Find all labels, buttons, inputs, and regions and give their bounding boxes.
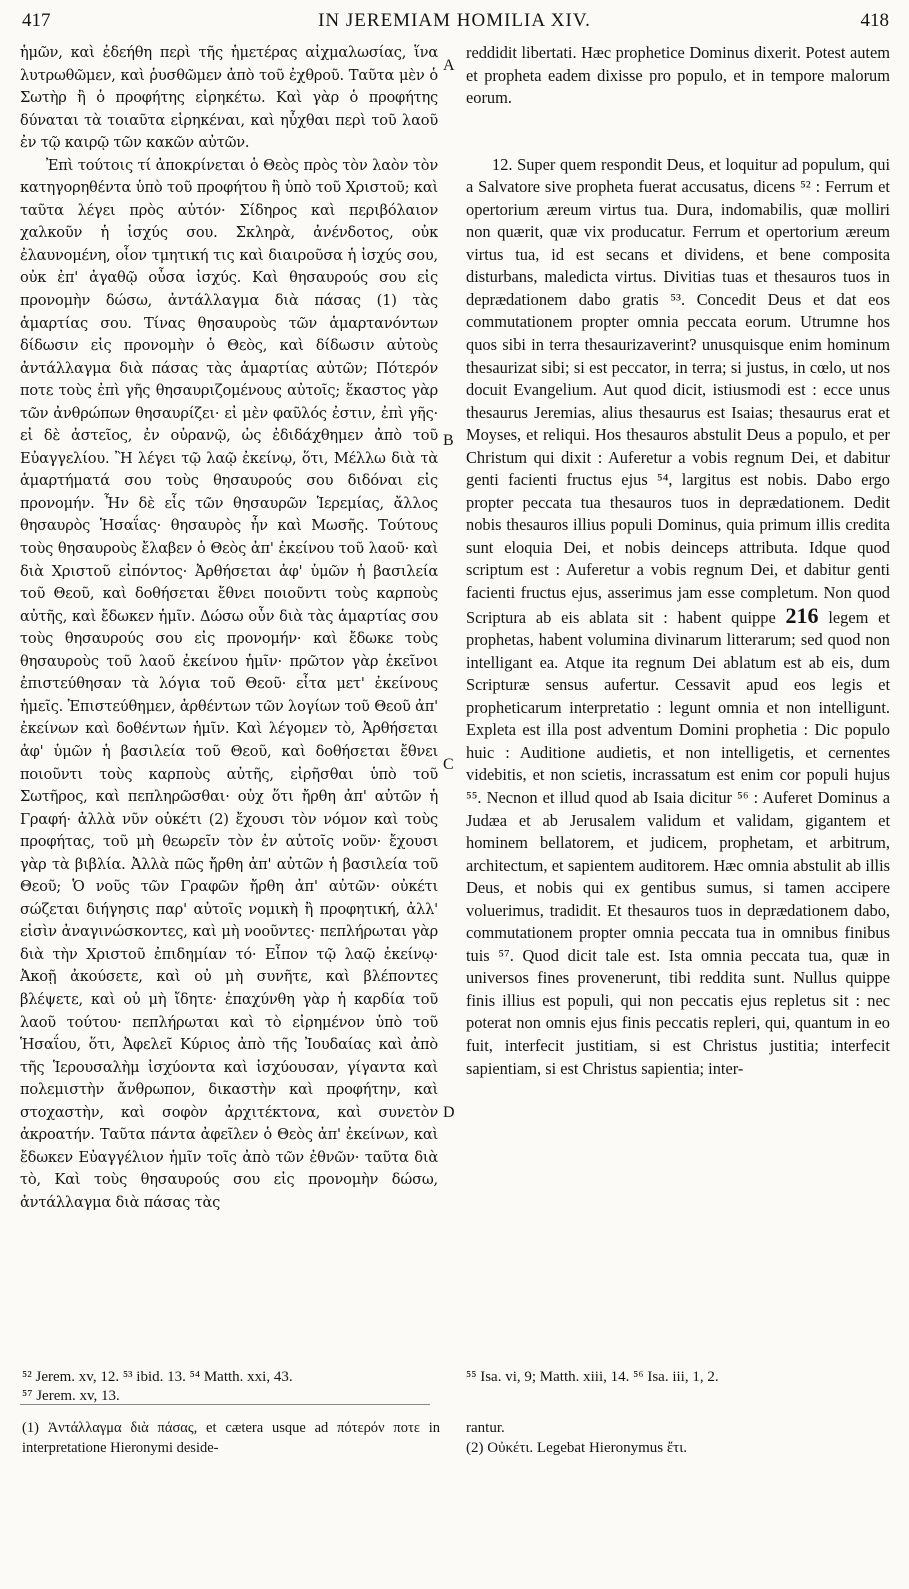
footnotes-right: ⁵⁵ Isa. vi, 9; Matth. xiii, 14. ⁵⁶ Isa. iii, 1, 2. — [466, 1369, 719, 1385]
page-number-left: 417 — [22, 10, 51, 31]
page-number-right: 418 — [860, 10, 889, 31]
margin-letter-b: B — [443, 432, 454, 449]
latin-paragraph-2b: legem et prophetas, habent volumina divinarum litterarum; sed quod non intelligant ea. Atque ita regnum Dei ablatum est ab eis, dum Scripturæ sensus aufertur. Cessavit apud eos legis et propheticarum interpretatio : legunt omnia et non intelligunt. Expleta est illa post adventum Domini prophetia : Dic populo huic : Auditione audietis, et non intelligetis, et cernentes videbitis, et non scietis, incrassatum est enim cor populi hujus ⁵⁵. Necnon et illud quod ab Isaia dicitur ⁵⁶ : Auferet Dominus a Judæa et ab Jerusalem validum et validam, gigantem et hominem bellatorem, et judicem, prophetam, et arbitrum, architectum, et sapientem auditorem. Hæc omnia abstulit ab illis Deus, et nobis qui ex gentibus sumus, si tamen accipere voluerimus, tradidit. Et thesauros tuos in deprædationem dabo, commutationem propter omnia peccata tua in omnibus finibus tuis ⁵⁷. Quod dicit tale est. Ista omnia peccata tua, quæ in universos fines provenerunt, tibi reddita sunt. Nullus quippe finis illius est populi, qui non peccatis ejus repletus sit : nec poterat non omnis ejus finis peccatis repleri, qui, quantum in eo fuit, interfecit justitiam, si est Christus justitia; interfecit sapientiam, si est Christus sapientia; inter- — [466, 607, 890, 1078]
column-reference-number: 216 — [785, 602, 819, 628]
latin-column — [466, 42, 890, 1360]
page-header — [0, 10, 909, 36]
note-right-continuation: rantur. — [466, 1420, 505, 1436]
note-left: (1) Ἀντάλλαγμα διὰ πάσας, et cætera usque ad πότερόν ποτε in interpretatione Hieronymi deside- — [22, 1420, 440, 1456]
note-right — [466, 1418, 890, 1458]
note-right-2: (2) Οὐκέτι. Legebat Hieronymus ἔτι. — [466, 1440, 687, 1456]
latin-paragraph-1: reddidit libertati. Hæc prophetice Dominus dixerit. Potest autem et propheta eadem dixisse pro populo, et in tempore malorum eorum. — [466, 43, 890, 108]
running-title: IN JEREMIAM HOMILIA XIV. — [318, 10, 591, 31]
margin-letter-c: C — [443, 756, 454, 773]
greek-column — [20, 42, 438, 1360]
latin-paragraph-2 — [466, 154, 890, 1080]
footnote-divider — [20, 1404, 430, 1405]
greek-paragraph-2: Ἐπὶ τούτοις τί ἀποκρίνεται ὁ Θεὸς πρὸς τὸν λαὸν τὸν κατηγορηθέντα ὑπὸ τοῦ προφήτου ἢ ὑπὸ τοῦ Χριστοῦ; καὶ ταῦτα λέγει πρὸς αὐτόν· Σίδηρος καὶ περιβόλαιον χαλκοῦν ἡ ἰσχύς σου. Σκληρὰ, ἀνένδοτος, οὐκ ἐλαυνομένη, οἷον τμητική τις καὶ διαιροῦσα ἡ ἰσχύς σου, οὐκ ἐπ' ἀγαθῷ οὖσα ἰσχύς. Καὶ θησαυρούς σου εἰς προνομὴν δώσω, ἀντάλλαγμα διὰ πάσας (1) τὰς ἁμαρτίας σου. Τίνας θησαυροὺς τῶν ἁμαρτανόντων δίδωσιν εἰς προνομὴν ὁ Θεὸς, καὶ δίδωσιν αὐτοὺς ἀντάλλαγμα διὰ πάσας τὰς ἁμαρτίας αὐτῶν; Πότερόν ποτε τοὺς ἐπὶ γῆς θησαυριζομένους αὐτοῖς; ἕκαστος γὰρ τῶν ἀνθρώπων θησαυρίζει· εἰ μὲν φαῦλός ἐστιν, ἐπὶ γῆς· εἰ δὲ ἀστεῖος, ἐν οὐρανῷ, ὡς ἐδιδάχθημεν ἀπὸ τοῦ Εὐαγγελίου. Ἢ λέγει τῷ λαῷ ἐκείνῳ, ὅτι, Μέλλω διὰ τὰ ἁμαρτήματά σου τοὺς θησαυρούς σου διδόναι εἰς προνομήν. Ἦν δὲ εἷς τῶν θησαυρῶν Ἱερεμίας, ἄλλος θησαυρὸς Ἡσαΐας· θησαυρὸς ἦν καὶ Μωσῆς. Τούτους τοὺς θησαυροὺς ἔλαβεν ὁ Θεὸς ἀπ' ἐκείνου τοῦ λαοῦ· καὶ διὰ Χριστοῦ εἰπόντος· Ἀρθήσεται ἀφ' ὑμῶν ἡ βασιλεία τοῦ Θεοῦ, καὶ δοθήσεται ἔθνει ποιοῦντι τοὺς καρποὺς αὐτῆς, καὶ ἔδωκεν ἡμῖν. Δώσω οὖν διὰ τὰς ἁμαρτίας σου τοὺς θησαυρούς σου εἰς προνομήν· καὶ ἔδωκε τοὺς θησαυροὺς τοῦ λαοῦ ἐκείνου ἡμῖν· πρῶτον γὰρ ἐκεῖνοι ἐπιστεύθησαν τὰ λόγια τοῦ Θεοῦ· εἶτα μετ' ἐκείνους ἡμεῖς. Ἐπιστεύθημεν, ἀρθέντων τῶν λογίων τοῦ Θεοῦ ἀπ' ἐκείνων καὶ δοθέντων ἡμῖν. Καὶ λέγομεν τὸ, Ἀρθήσεται ἀφ' ὑμῶν ἡ βασιλεία τοῦ Θεοῦ, καὶ δοθήσεται ἔθνει ποιοῦντι τοὺς καρποὺς αὐτῆς, εἰρῆσθαι ὑπὸ τοῦ Σωτῆρος, καὶ πεπληρῶσθαι· οὐχ ὅτι ἤρθη ἀπ' αὐτῶν ἡ Γραφή· ἀλλὰ νῦν οὐκέτι (2) ἔχουσι τὸν νόμον καὶ τοὺς προφήτας, τοῦ μὴ θεωρεῖν τὸν ἐν αὐτοῖς νοῦν· ἔχουσι γὰρ τὰ βιβλία. Ἀλλὰ πῶς ἤρθη ἀπ' αὐτῶν ἡ βασιλεία τοῦ Θεοῦ; Ὁ νοῦς τῶν Γραφῶν ἤρθη ἀπ' αὐτῶν· οὐκέτι σώζεται διήγησις παρ' αὐτοῖς νομικὴ ἢ προφητική, ἀλλ' εἰσὶν ἀναγινώσκοντες, καὶ μὴ νοοῦντες· πεπλήρωται γὰρ διὰ τὴν Χριστοῦ ἐπιδημίαν τό· Εἶπον τῷ λαῷ ἐκείνῳ· Ἀκοῇ ἀκούσετε, καὶ οὐ μὴ συνῆτε, καὶ βλέποντες βλέψετε, καὶ οὐ μὴ ἴδητε· ἐπαχύνθη γὰρ ἡ καρδία τοῦ λαοῦ τούτου· πεπλήρωται καὶ τὸ εἰρημένον ὑπὸ τοῦ Ἡσαΐου, ὅτι, Ἀφελεῖ Κύριος ἀπὸ τῆς Ἰουδαίας καὶ ἀπὸ τῆς Ἱερουσαλὴμ ἰσχύοντα καὶ ἰσχύουσαν, γίγαντα καὶ πολεμιστὴν ἄνθρωπον, δικαστὴν καὶ προφήτην, καὶ στοχαστὴν, καὶ σοφὸν ἀρχιτέκτονα, καὶ συνετὸν ἀκροατήν. Ταῦτα πάντα ἀφεῖλεν ὁ Θεὸς ἀπ' ἐκείνων, καὶ ἔδωκεν Εὐαγγέλιον ἡμῖν τοῖς ἀπὸ τῶν ἐθνῶν· ταῦτα διὰ τὸ, Καὶ τοὺς θησαυρούς σου εἰς προνομὴν δώσω, ἀντάλλαγμα διὰ πάσας τὰς — [20, 156, 438, 1211]
greek-paragraph-1: ἡμῶν, καὶ ἐδεήθη περὶ τῆς ἡμετέρας αἰχμαλωσίας, ἵνα λυτρωθῶμεν, καὶ ῥυσθῶμεν ἀπὸ τοῦ ἐχθροῦ. Ταῦτα μὲν ὁ Σωτὴρ ἢ ὁ προφήτης εἰρηκέτω. Καὶ γὰρ ὁ προφήτης δύναται τὰ τοιαῦτα εἰρηκέναι, καὶ ηὖχθαι περὶ τοῦ λαοῦ ἐν τῷ καιρῷ τῶν κακῶν αὐτῶν. — [20, 44, 438, 152]
footnotes-left: ⁵² Jerem. xv, 12. ⁵³ ibid. 13. ⁵⁴ Matth. xxi, 43. ⁵⁷ Jerem. xv, 13. — [22, 1369, 293, 1404]
latin-paragraph-2a: 12. Super quem respondit Deus, et loquitur ad populum, qui a Salvatore sive propheta fuerat accusatus, dicens ⁵² : Ferrum et opertorium æreum virtus tua. Dura, indomabilis, quæ molliri non quærit, quæ vix producatur. Ferrum et opertorium æreum virtus tua, id est secans et dividens, et bene composita disturbans, maledicta virtus. Divitias tuas et thesauros tuos in deprædationem dabo gratis ⁵³. Concedit Deus et dat eos commutationem propter omnia peccata eorum. Utrumne hos quos sibi in terra thesaurizaverint? unusquisque enim hominum thesaurizat sibi; si est peccator, in terra; si justus, in cœlo, ut nos docuit Evangelium. Aut quod dicit, istiusmodi est : ecce unus thesaurus Jeremias, alius thesaurus est Isaias; thesaurus erat et Moyses, et reliqui. Hos thesauros abstulit Deus a populo, et per Christum qui dixit : Auferetur a vobis regnum Dei, et dabitur genti facienti fructus ejus ⁵⁴, largitus est nobis. Dabo ergo propter peccata tua thesauros tuos in deprædationem. Dedit nobis thesauros illius populi Dominus, quia primum illis credita sunt eloquia Dei, et nobis deinceps attributa. Idque quod scriptum est : Auferetur a vobis regnum Dei, et dabitur genti facienti fructus ejus, asserimus jam esse completum. Non quod Scriptura ab eis ablata sit : habent quippe — [466, 154, 890, 627]
margin-letter-d: D — [443, 1104, 455, 1121]
margin-letter-a: A — [443, 57, 455, 74]
